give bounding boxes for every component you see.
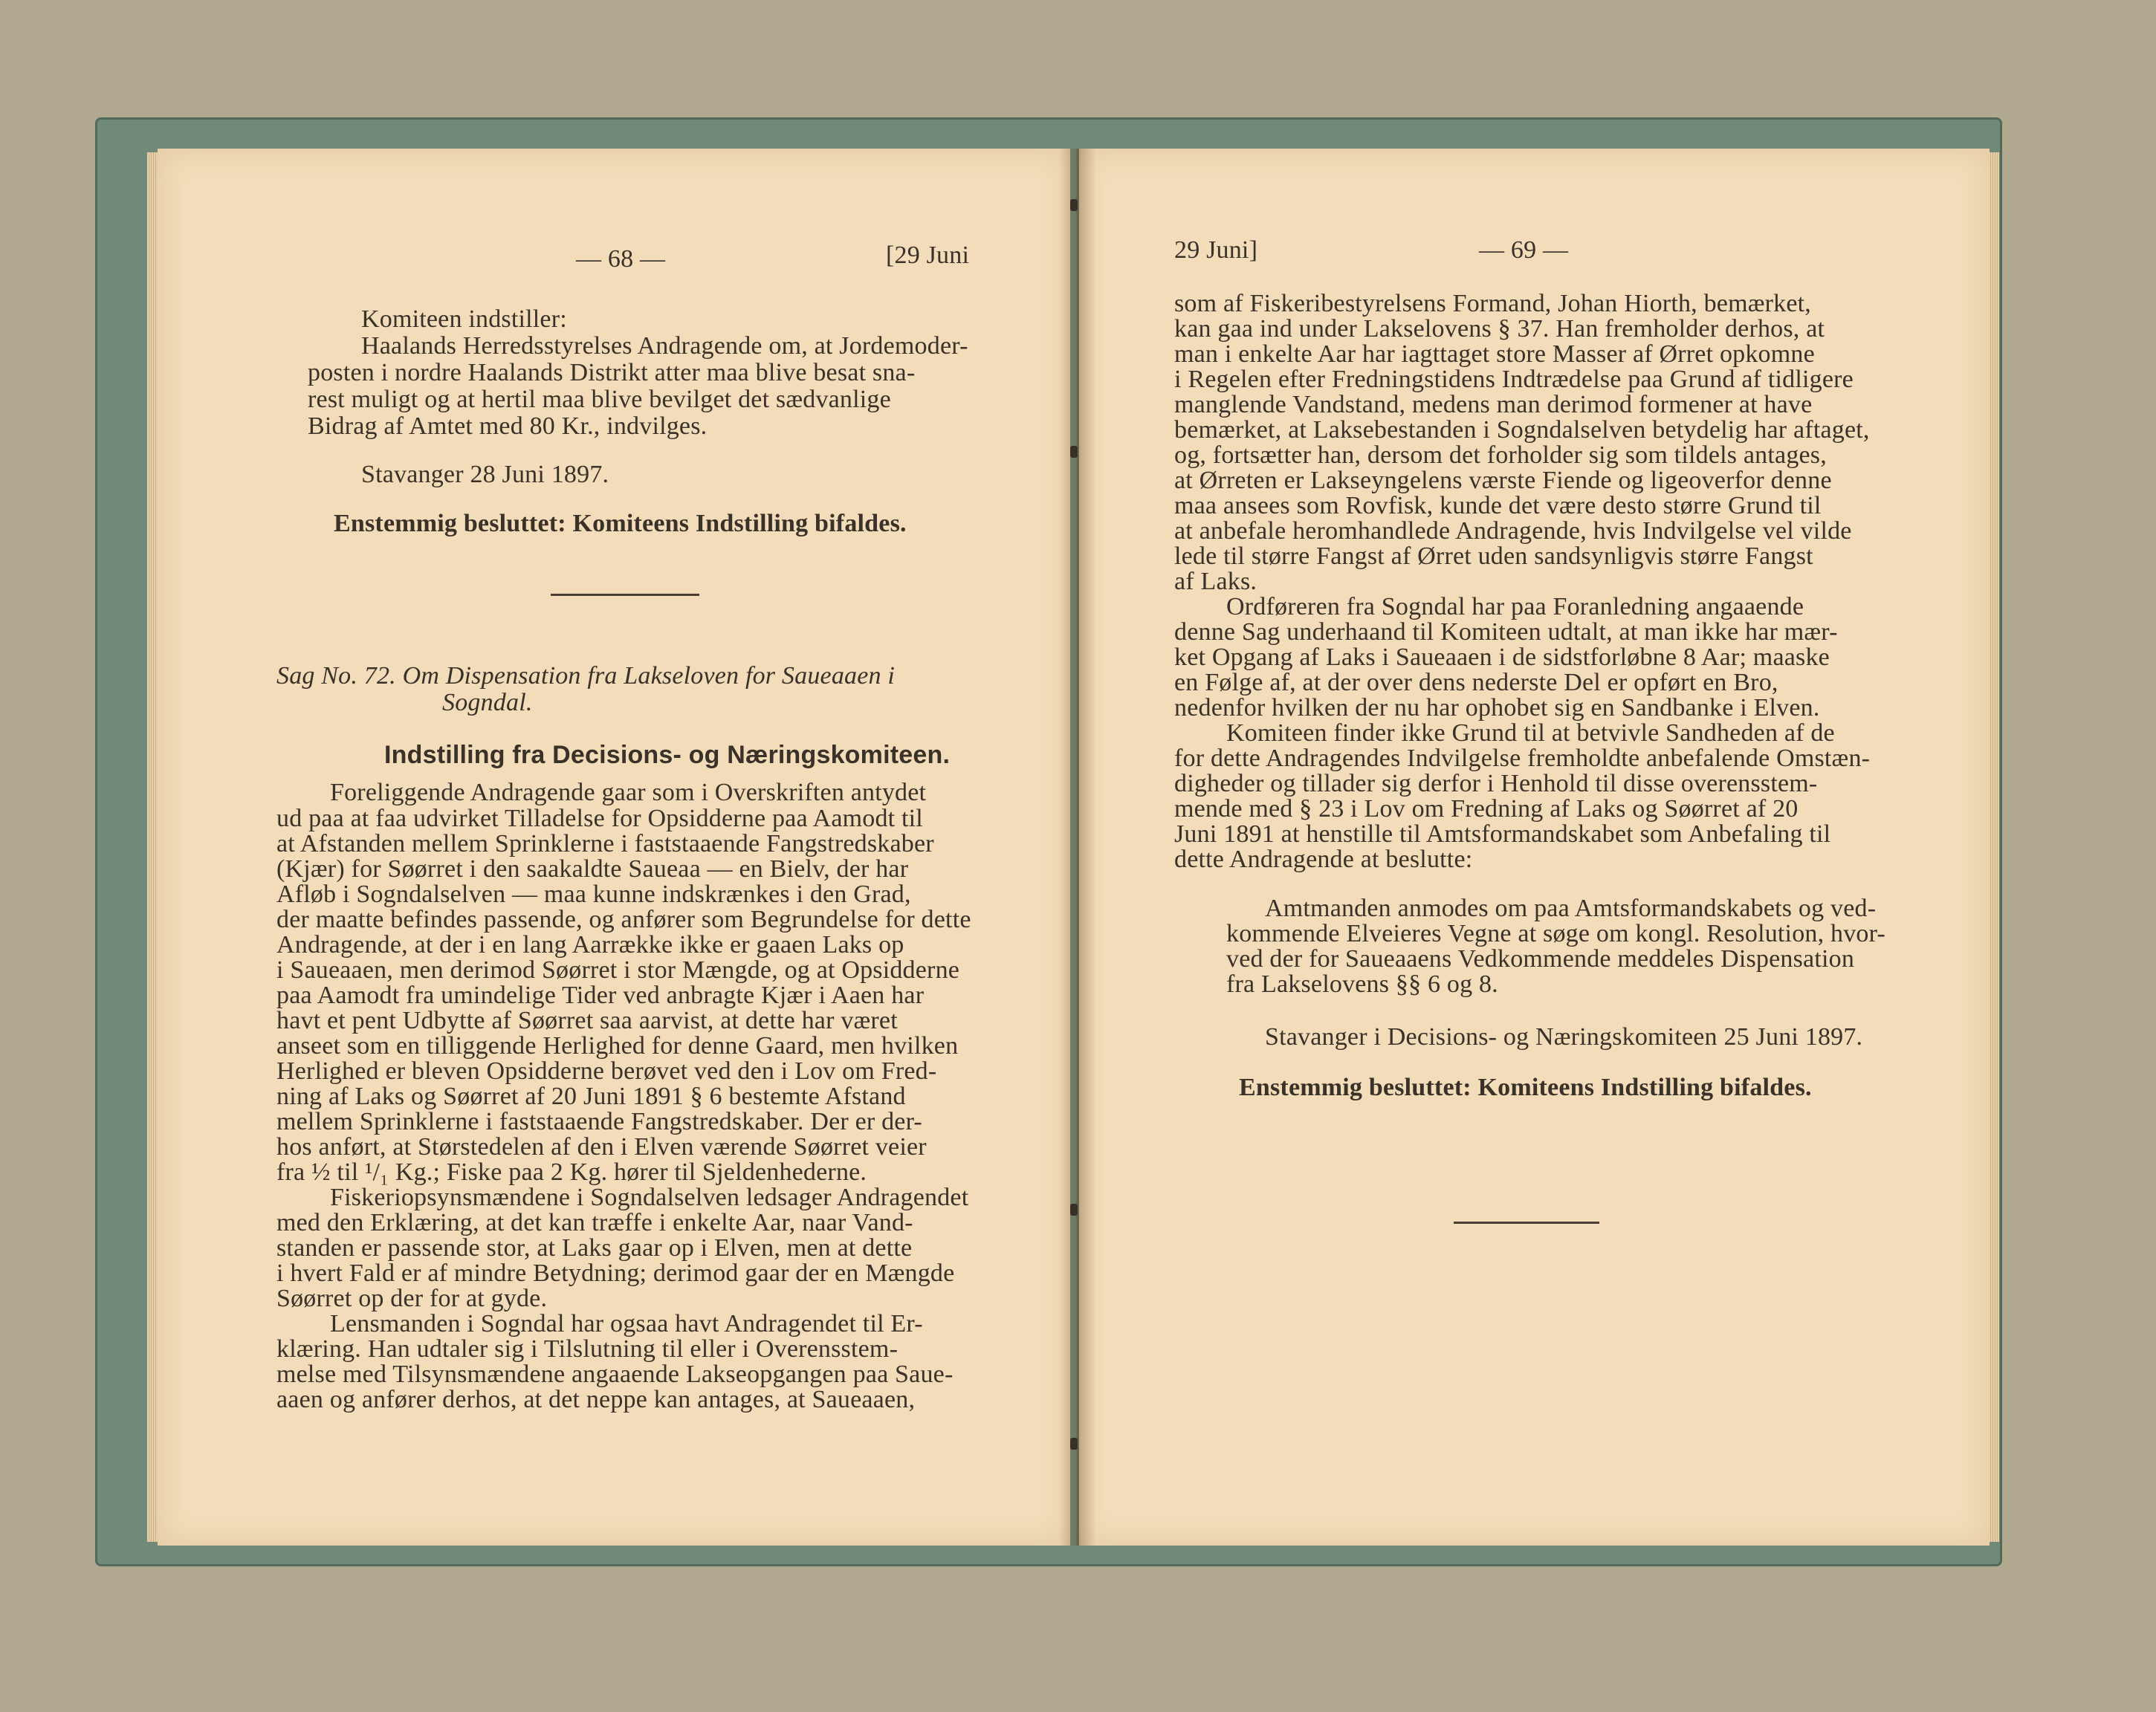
text-line: i hvert Fald er af mindre Betydning; derimod gaar der en Mængde [276, 1259, 955, 1287]
resolution-line: Enstemmig besluttet: Komiteens Indstilling bifaldes. [1239, 1074, 1812, 1101]
text-line: maa ansees som Rovfisk, kunde det være desto større Grund til [1174, 492, 1822, 519]
case-heading: Sag No. 72. Om Dispensation fra Lakseloven for Saueaaen i [276, 662, 896, 690]
text-line: dette Andragende at beslutte: [1174, 846, 1473, 873]
text-line: at Afstanden mellem Sprinklerne i faststaaende Fangstredskaber [276, 830, 934, 857]
text-line: Juni 1891 at henstille til Amtsformandskabet som Anbefaling til [1174, 820, 1831, 848]
resolution-proposal-line: Amtmanden anmodes om paa Amtsformandskabets og ved- [1265, 895, 1877, 922]
text-line: digheder og tillader sig derfor i Henhold til disse overensstem- [1174, 770, 1818, 797]
text-line: Haalands Herredsstyrelses Andragende om, at Jordemoder- [361, 332, 968, 360]
text-line: hos anført, at Størstedelen af den i Elven værende Søørret veier [276, 1133, 927, 1161]
resolution-proposal-line: kommende Elveieres Vegne at søge om kongl. Resolution, hvor- [1226, 920, 1885, 947]
text-line: at anbefale heromhandlede Andragende, hvis Indvilgelse vel vilde [1174, 517, 1852, 545]
text-line: anseet som en tilliggende Herlighed for denne Gaard, men hvilken [276, 1032, 959, 1060]
text-line: Afløb i Sogndalselven — maa kunne indskrænkes i den Grad, [276, 881, 911, 908]
text-line: ud paa at faa udvirket Tilladelse for Opsidderne paa Aamodt til [276, 805, 923, 832]
text-line: Komiteen finder ikke Grund til at betvivle Sandheden af de [1226, 719, 1835, 747]
text-line: som af Fiskeribestyrelsens Formand, Johan Hiorth, bemærket, [1174, 290, 1811, 317]
section-divider [551, 594, 699, 596]
text-line: og, fortsætter han, dersom det forholder sig som tildels antages, [1174, 441, 1827, 469]
text-line: ket Opgang af Laks i Saueaaen i de sidstforløbne 8 Aar; maaske [1174, 643, 1830, 671]
resolution-line: Enstemmig besluttet: Komiteens Indstilling bifaldes. [334, 510, 907, 537]
text-line: Stavanger 28 Juni 1897. [361, 461, 609, 488]
text-line: for dette Andragendes Indvilgelse fremholdte anbefalende Omstæn- [1174, 745, 1871, 772]
text-line: Ordføreren fra Sogndal har paa Foranledning angaaende [1226, 593, 1804, 620]
text-line: Andragende, at der i en lang Aarrække ikke er gaaen Laks op [276, 931, 904, 959]
text-line: Søørret op der for at gyde. [276, 1285, 548, 1312]
text-line: ning af Laks og Søørret af 20 Juni 1891 § 6 bestemte Afstand [276, 1083, 906, 1110]
resolution-proposal-line: ved der for Saueaaens Vedkommende meddeles Dispensation [1226, 945, 1855, 973]
text-line: i Regelen efter Fredningstidens Indtrædelse paa Grund af tidligere [1174, 366, 1854, 393]
text-line: rest muligt og at hertil maa blive bevilget det sædvanlige [308, 386, 891, 413]
text-line: (Kjær) for Søørret i den saakaldte Saueaa — en Bielv, der har [276, 855, 909, 883]
text-line: Komiteen indstiller: [361, 305, 567, 333]
resolution-proposal-line: fra Lakselovens §§ 6 og 8. [1226, 970, 1498, 998]
text-line: klæring. Han udtaler sig i Tilslutning til eller i Overensstem- [276, 1335, 899, 1363]
text-line: aaen og anfører derhos, at det neppe kan antages, at Saueaaen, [276, 1386, 916, 1413]
text-line: mellem Sprinklerne i faststaaende Fangstredskaber. Der er der- [276, 1108, 922, 1135]
text-line: standen er passende stor, at Laks gaar op i Elven, men at dette [276, 1234, 913, 1262]
text-line: paa Aamodt fra umindelige Tider ved anbragte Kjær i Aaen har [276, 982, 925, 1009]
text-line: Foreliggende Andragende gaar som i Overskriften antydet [330, 779, 927, 806]
text-line: med den Erklæring, at det kan træffe i enkelte Aar, naar Vand- [276, 1209, 913, 1236]
text-line: kan gaa ind under Lakselovens § 37. Han fremholder derhos, at [1174, 315, 1825, 343]
text-line: nedenfor hvilken der nu har ophobet sig en Sandbanke i Elven. [1174, 694, 1820, 722]
right-running-head: 29 Juni] [1174, 236, 1258, 264]
binding-stitch [1070, 1204, 1078, 1216]
text-line: havt et pent Udbytte af Søørret saa aarvist, at dette har været [276, 1007, 898, 1034]
book-gutter [1059, 149, 1096, 1546]
binding-stitch [1070, 1438, 1078, 1450]
binding-stitch [1070, 199, 1078, 211]
text-line: i Saueaaen, men derimod Søørret i stor Mængde, og at Opsidderne [276, 956, 960, 984]
text-line: Fiskeriopsynsmændene i Sogndalselven ledsager Andragendet [330, 1184, 969, 1211]
right-page-number: — 69 — [1479, 236, 1569, 264]
case-heading: Sogndal. [442, 689, 533, 716]
text-line: bemærket, at Laksebestanden i Sogndalselven betydelig har aftaget, [1174, 416, 1870, 444]
text-line: en Følge af, at der over dens nederste Del er opført en Bro, [1174, 669, 1778, 696]
text-line: Stavanger i Decisions- og Næringskomiteen 25 Juni 1897. [1265, 1023, 1863, 1051]
text-line: Lensmanden i Sogndal har ogsaa havt Andragendet til Er- [330, 1310, 923, 1338]
text-line: Bidrag af Amtet med 80 Kr., indvilges. [308, 412, 708, 440]
text-line: man i enkelte Aar har iagttaget store Masser af Ørret opkomne [1174, 340, 1815, 368]
text-line: posten i nordre Haalands Distrikt atter maa blive besat sna- [308, 359, 916, 386]
left-page-number: — 68 — [576, 245, 666, 273]
text-line: lede til større Fangst af Ørret uden sandsynligvis større Fangst [1174, 542, 1813, 570]
binding-stitch [1070, 446, 1078, 458]
text-line: der maatte befindes passende, og anfører som Begrundelse for dette [276, 906, 971, 933]
text-line: fra ½ til ¹/₁ Kg.; Fiske paa 2 Kg. hører til Sjeldenhederne. [276, 1158, 867, 1186]
text-line: melse med Tilsynsmændene angaaende Lakseopgangen paa Saue- [276, 1361, 954, 1388]
text-line: Herlighed er bleven Opsidderne berøvet ved den i Lov om Fred- [276, 1057, 937, 1085]
section-divider [1454, 1222, 1599, 1224]
text-line: manglende Vandstand, medens man derimod formener at have [1174, 391, 1813, 418]
text-line: af Laks. [1174, 568, 1257, 595]
text-line: mende med § 23 i Lov om Fredning af Laks og Søørret af 20 [1174, 795, 1799, 823]
text-line: at Ørreten er Lakseyngelens værste Fiende og ligeoverfor denne [1174, 467, 1832, 494]
committee-heading: Indstilling fra Decisions- og Næringskomiteen. [384, 741, 951, 769]
text-line: denne Sag underhaand til Komiteen udtalt, at man ikke har mær- [1174, 618, 1838, 646]
left-running-head: [29 Juni [886, 241, 970, 269]
